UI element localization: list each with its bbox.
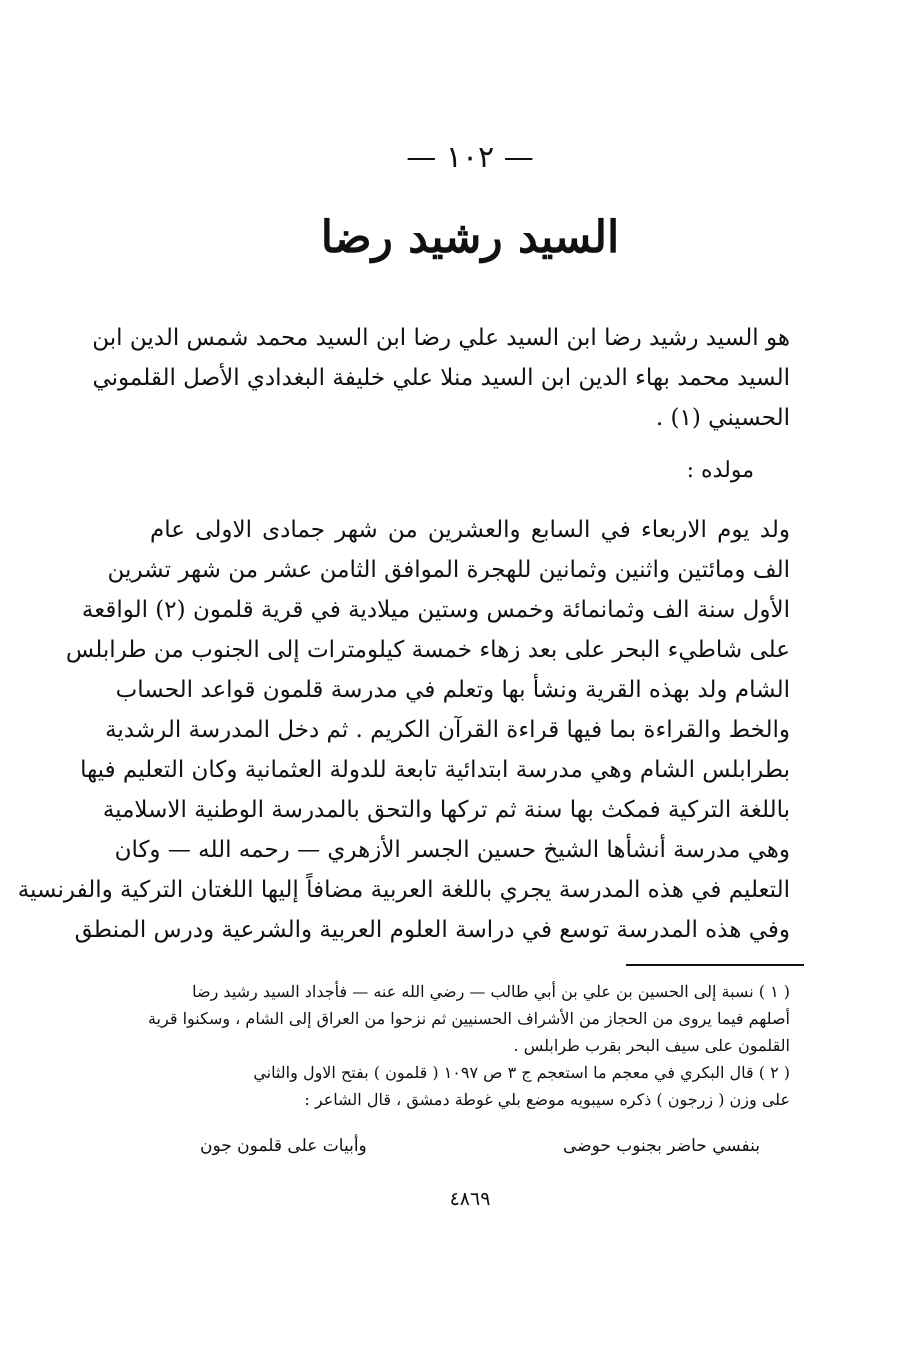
poetry-verse	[200, 1136, 760, 1156]
page-title: السيد رشيد رضا	[320, 212, 620, 263]
body-line: على شاطيء البحر على بعد زهاء خمسة كيلومترات إلى الجنوب من طرابلس	[65, 637, 790, 663]
footnote-line: ( ٢ ) قال البكري في معجم ما استعجم ج ٣ ص ١٠٩٧ ( قلمون ) بفتح الاول والثاني	[253, 1063, 790, 1082]
section-subheading: مولده :	[686, 458, 754, 483]
body-paragraph	[17, 510, 790, 950]
body-line: باللغة التركية فمكث بها سنة ثم تركها والتحق بالمدرسة الوطنية الاسلامية	[102, 797, 790, 823]
body-line: وهي مدرسة أنشأها الشيخ حسين الجسر الأزهري — رحمه الله — وكان	[114, 837, 790, 863]
intro-line: هو السيد رشيد رضا ابن السيد علي رضا ابن السيد محمد شمس الدين ابن	[92, 325, 790, 351]
body-line: الف ومائتين واثنين وثمانين للهجرة الموافق الثامن عشر من شهر تشرين	[107, 557, 790, 583]
footnote-line: القلمون على سيف البحر بقرب طرابلس .	[513, 1036, 790, 1055]
intro-line: السيد محمد بهاء الدين ابن السيد منلا علي خليفة البغدادي الأصل القلموني	[92, 365, 790, 391]
footnote-line: أصلهم فيما يروى من الحجاز من الأشراف الحسنيين ثم نزحوا من العراق إلى الشام ، وسكنوا قرية	[147, 1009, 790, 1028]
verse-right-hemistich: بنفسي حاضر بجنوب حوضى	[562, 1136, 760, 1156]
footnote-line: على وزن ( زرجون ) ذكره سيبويه موضع بلي غوطة دمشق ، قال الشاعر :	[304, 1090, 790, 1109]
verse-left-hemistich: وأبيات على قلمون جون	[200, 1136, 367, 1156]
body-line: ولد يوم الاربعاء في السابع والعشرين من شهر جمادى الاولى عام	[150, 517, 790, 543]
body-line: التعليم في هذه المدرسة يجري باللغة العربية مضافاً إليها اللغتان التركية والفرنسية	[17, 877, 790, 903]
intro-paragraph	[92, 318, 790, 438]
body-line: الشام ولد بهذه القرية ونشأ بها وتعلم في مدرسة قلمون قواعد الحساب	[115, 677, 790, 703]
footnote-line: ( ١ ) نسبة إلى الحسين بن علي بن أبي طالب — رضي الله عنه — فأجداد السيد رشيد رضا	[192, 982, 790, 1001]
folio-number: ٤٨٦٩	[449, 1188, 491, 1210]
page-number: — ١٠٢ —	[406, 140, 534, 175]
body-line: بطرابلس الشام وهي مدرسة ابتدائية تابعة للدولة العثمانية وكان التعليم فيها	[80, 757, 790, 783]
footnote-divider	[626, 964, 804, 966]
intro-line: الحسيني (١) .	[655, 405, 790, 431]
footnotes	[147, 978, 790, 1113]
body-line: وفي هذه المدرسة توسع في دراسة العلوم العربية والشرعية ودرس المنطق	[74, 917, 790, 943]
body-line: والخط والقراءة بما فيها قراءة القرآن الكريم . ثم دخل المدرسة الرشدية	[105, 717, 790, 743]
body-line: الأول سنة الف وثمانمائة وخمس وستين ميلادية في قرية قلمون (٢) الواقعة	[81, 597, 790, 623]
